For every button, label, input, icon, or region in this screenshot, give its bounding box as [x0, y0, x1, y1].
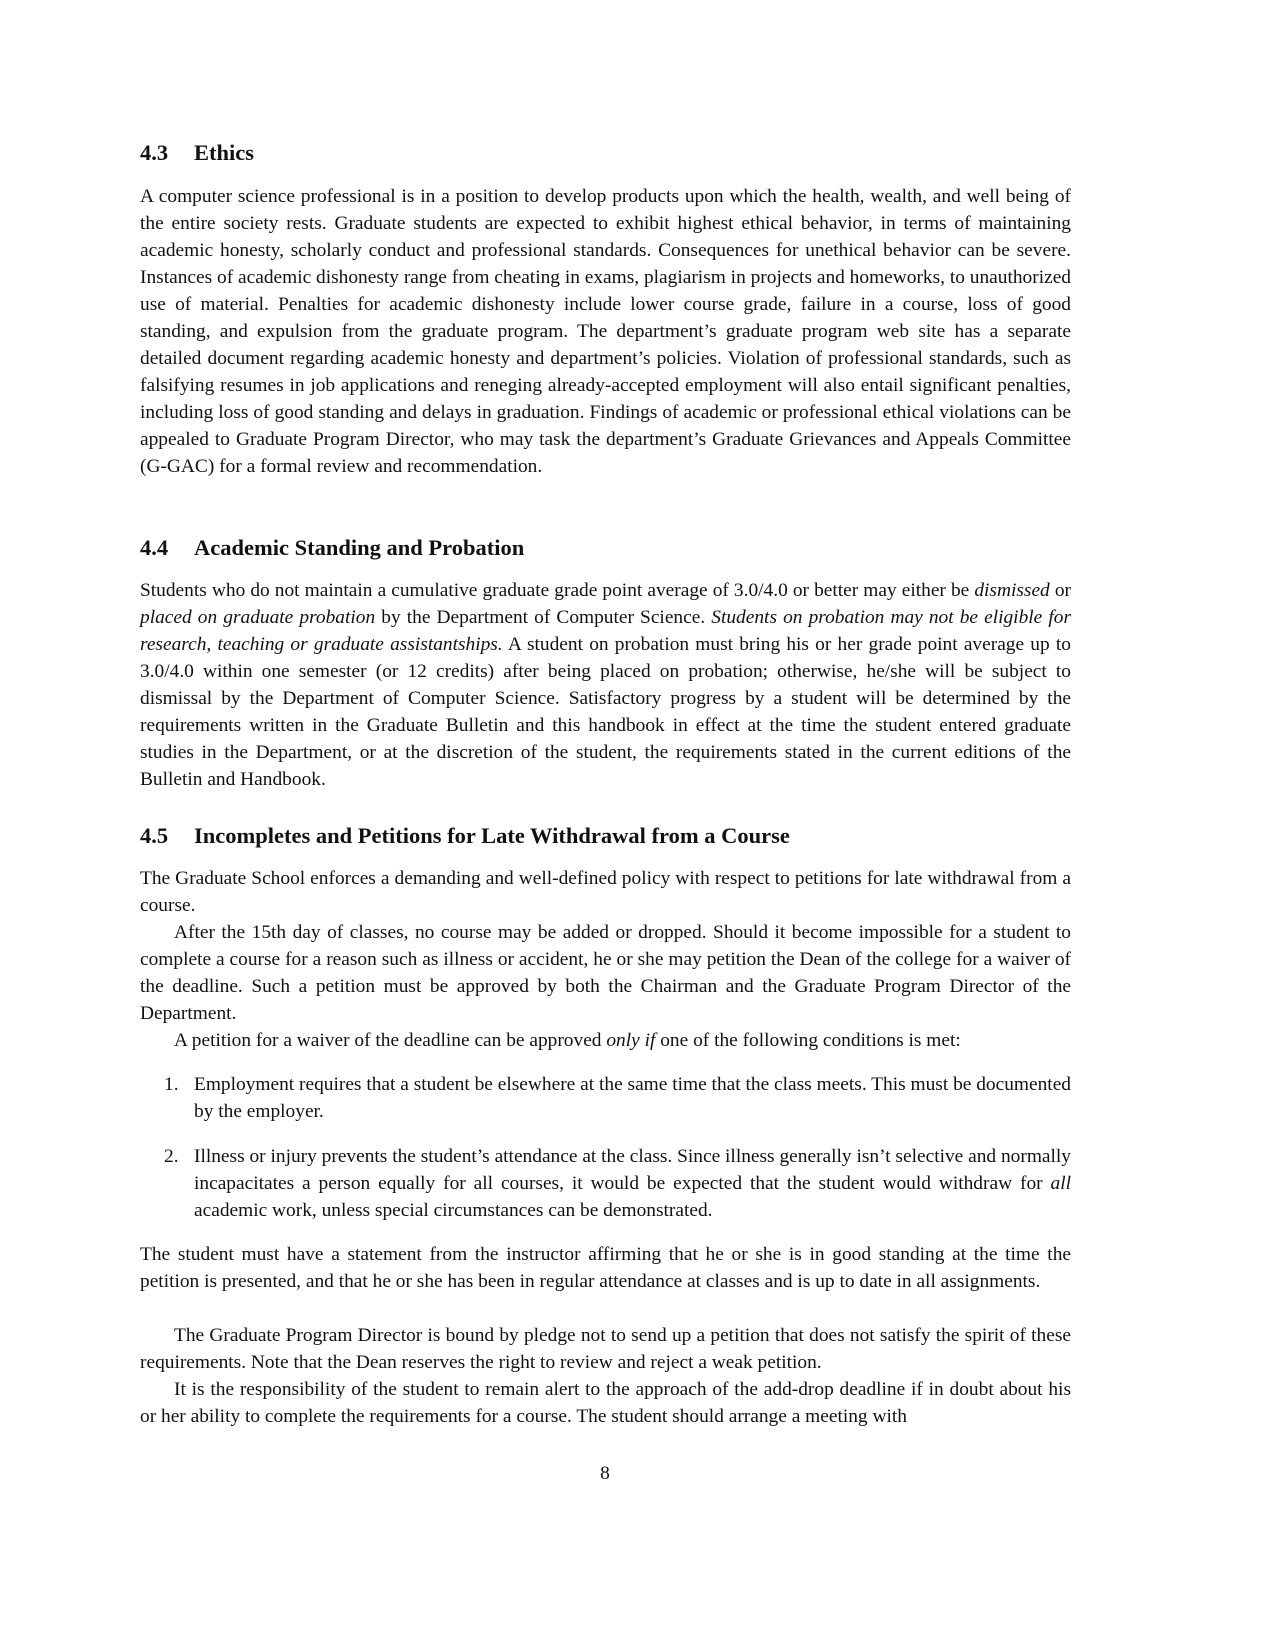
list-item	[140, 1071, 1071, 1125]
section-heading-ethics	[140, 140, 254, 166]
section-title: Ethics	[194, 140, 255, 165]
conditions-intro-paragraph	[140, 1027, 1071, 1054]
emphasis-text: all	[1050, 1173, 1071, 1194]
list-number: 1.	[164, 1074, 179, 1095]
section-number: 4.5	[140, 823, 169, 848]
deadline-paragraph: After the 15th day of classes, no course may be added or dropped. Should it become impossible for a student to complete a course for a reason such as illness or accident, he or she may petition the Dean of the college for a waiver of the deadline. Such a petition must be approved by both the Chairman and the Graduate Program Director of the Department.	[140, 922, 1071, 1024]
emphasis-text: only if	[606, 1030, 656, 1051]
list-item	[140, 1143, 1071, 1224]
page-number: 8	[600, 1463, 610, 1484]
incompletes-intro-paragraph: The Graduate School enforces a demanding and well-defined policy with respect to petitions for late withdrawal from a course.	[140, 868, 1071, 916]
academic-standing-paragraph	[140, 577, 1071, 793]
instructor-statement-paragraph: The student must have a statement from the instructor affirming that he or she is in good standing at the time the petition is presented, and that he or she has been in regular attendance at classes and is up to date in all assignments.	[140, 1244, 1071, 1292]
list-number: 2.	[164, 1146, 179, 1167]
conditions-list	[140, 1071, 1071, 1224]
section-heading-incompletes	[140, 823, 790, 849]
list-item-text: Employment requires that a student be elsewhere at the same time that the class meets. This must be documented by the employer.	[194, 1074, 1071, 1122]
text-run: one of the following conditions is met:	[655, 1030, 961, 1051]
text-run: A petition for a waiver of the deadline can be approved	[174, 1030, 607, 1051]
section-number: 4.3	[140, 140, 169, 165]
text-run: by the Department of Computer Science.	[375, 607, 712, 628]
section-title: Incompletes and Petitions for Late Withdrawal from a Course	[194, 823, 790, 848]
section-title: Academic Standing and Probation	[194, 535, 525, 560]
emphasis-text: placed on graduate probation	[140, 607, 376, 628]
list-item-text: academic work, unless special circumstances can be demonstrated.	[194, 1200, 713, 1221]
emphasis-text: dismissed	[974, 580, 1050, 601]
text-run: or	[1049, 580, 1071, 601]
responsibility-paragraph: It is the responsibility of the student to remain alert to the approach of the add-drop deadline if in doubt about his or her ability to complete the requirements for a course. The student should arrange a meeting with	[140, 1379, 1071, 1427]
ethics-paragraph: A computer science professional is in a position to develop products upon which the health, wealth, and well being of the entire society rests. Graduate students are expected to exhibit highest ethical behavior, in terms of maintaining academic honesty, scholarly conduct and professional standards. Consequences for unethical behavior can be severe. Instances of academic dishonesty range from cheating in exams, plagiarism in projects and homeworks, to unauthorized use of material. Penalties for academic dishonesty include lower course grade, failure in a course, loss of good standing, and expulsion from the graduate program. The department’s graduate program web site has a separate detailed document regarding academic honesty and department’s policies. Violation of professional standards, such as falsifying resumes in job applications and reneging already-accepted employment will also entail significant penalties, including loss of good standing and delays in graduation. Findings of academic or professional ethical violations can be appealed to Graduate Program Director, who may task the department’s Graduate Grievances and Appeals Committee (G-GAC) for a formal review and recommendation.	[140, 186, 1072, 477]
section-heading-academic-standing	[140, 535, 524, 561]
emphasis-text: Students on probation may not be eligible for research, teaching or graduate assistantships.	[140, 607, 1071, 655]
director-pledge-paragraph: The Graduate Program Director is bound by pledge not to send up a petition that does not satisfy the spirit of these requirements. Note that the Dean reserves the right to review and reject a weak petition.	[140, 1325, 1071, 1373]
text-run: A student on probation must bring his or her grade point average up to 3.0/4.0 within one semester (or 12 credits) after being placed on probation; otherwise, he/she will be subject to dismissal by the Department of Computer Science. Satisfactory progress by a student will be determined by the requirements written in the Graduate Bulletin and this handbook in effect at the time the student entered graduate studies in the Department, or at the discretion of the student, the requirements stated in the current editions of the Bulletin and Handbook.	[140, 634, 1071, 790]
list-item-text: Illness or injury prevents the student’s attendance at the class. Since illness generally isn’t selective and normally incapacitates a person equally for all courses, it would be expected that the student would withdraw for	[194, 1146, 1071, 1194]
section-number: 4.4	[140, 535, 169, 560]
text-run: Students who do not maintain a cumulative graduate grade point average of 3.0/4.0 or better may either be	[140, 580, 975, 601]
